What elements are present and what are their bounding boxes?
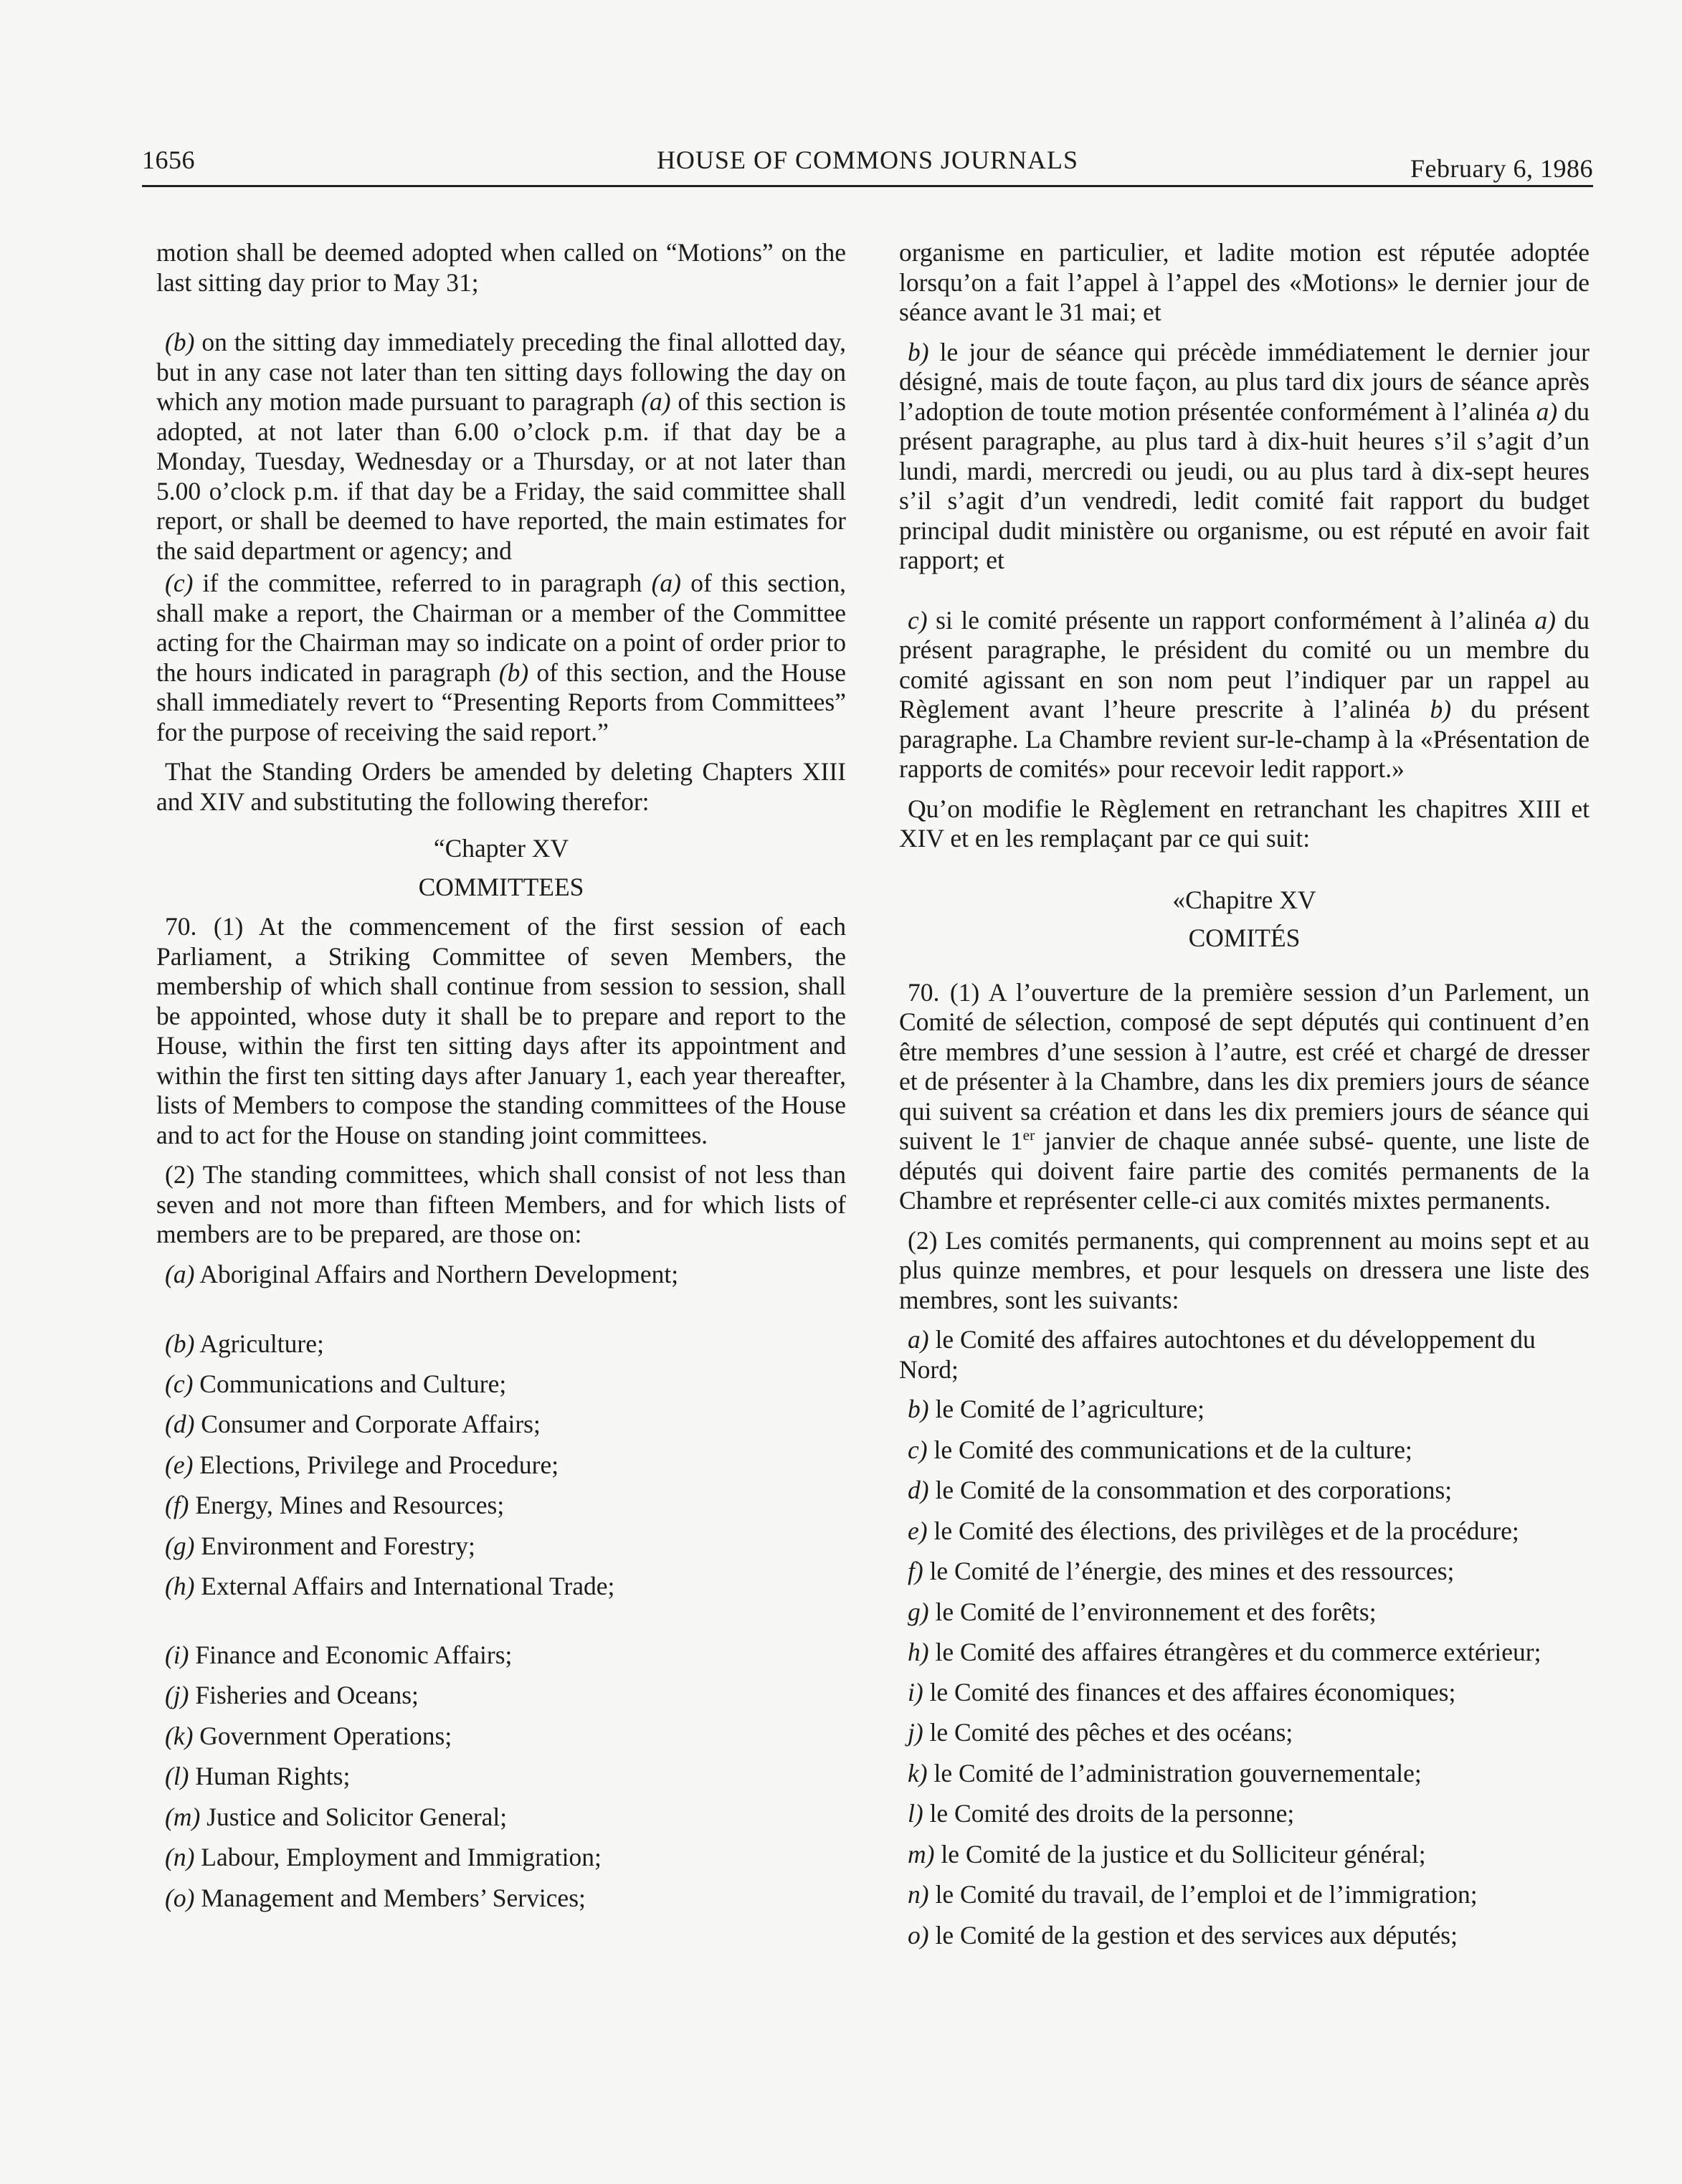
list-item: (k) Government Operations; [165, 1721, 452, 1750]
list-item: c) le Comité des communications et de la culture; [908, 1435, 1412, 1464]
list-item: d) le Comité de la consommation et des corporations; [908, 1476, 1453, 1504]
paragraph: That the Standing Orders be amended by deleting Chapters XIII and XIV and substituting the following therefor: [156, 757, 846, 816]
list-item: f) le Comité de l’énergie, des mines et des ressources; [908, 1557, 1455, 1585]
paragraph: 70. (1) A l’ouverture de la première session d’un Parlement, un Comité de sélection, composé de sept députés qui continuent d’en être membres d’une session à l’autre, est créé et chargé de dresser et de présenter à la Chambre, dans les dix premiers jours de séance qui suivent sa création et dans les dix premiers jours de séance qui suivent le 1er janvier de chaque année subsé- quente, une liste de députés qui doivent faire partie des comités permanents de la Chambre et représenter celle-ci aux comités mixtes permanents. [899, 977, 1590, 1215]
list-item: o) le Comité de la gestion et des services aux députés; [908, 1920, 1458, 1950]
paragraph: (2) The standing committees, which shall consist of not less than seven and not more than fifteen Members, and for which lists of members are to be prepared, are those on: [156, 1160, 846, 1248]
list-item: (m) Justice and Solicitor General; [165, 1802, 508, 1831]
chapter-heading: “Chapter XV [433, 834, 569, 863]
page-header [142, 141, 1593, 187]
journal-date: February 6, 1986 [1410, 154, 1593, 183]
journal-title: HOUSE OF COMMONS JOURNALS [656, 146, 1079, 174]
list-item: (j) Fisheries and Oceans; [165, 1681, 419, 1709]
list-item: i) le Comité des finances et des affaires économiques; [908, 1677, 1456, 1706]
page-number: 1656 [142, 146, 195, 174]
paragraph: Qu’on modifie le Règlement en retranchant les chapitres XIII et XIV et en les remplaçant par ce qui suit: [899, 794, 1590, 853]
list-item: (c) Communications and Culture; [165, 1369, 507, 1398]
committee-list [156, 1260, 846, 1914]
paragraph: motion shall be deemed adopted when called on “Motions” on the last sitting day prior to May 31; [156, 238, 846, 297]
list-item: (f) Energy, Mines and Resources; [165, 1491, 505, 1519]
list-item: h) le Comité des affaires étrangères et du commerce extérieur; [908, 1638, 1541, 1666]
chapter-heading: «Chapitre XV [1172, 885, 1316, 914]
section-heading: COMITÉS [1188, 924, 1301, 952]
paragraph: organisme en particulier, et ladite motion est réputée adoptée lorsqu’on a fait l’appel à l’appel des «Motions» le dernier jour de séance avant le 31 mai; et [899, 238, 1590, 326]
list-item: (a) Aboriginal Affairs and Northern Development; [165, 1259, 679, 1288]
list-item: j) le Comité des pêches et des océans; [908, 1718, 1293, 1747]
list-item: a) le Comité des affaires autochtones et du développement du Nord; [899, 1325, 1536, 1384]
list-item: (i) Finance and Economic Affairs; [165, 1640, 513, 1669]
list-item: e) le Comité des élections, des privilèges et de la procédure; [908, 1516, 1519, 1545]
list-item: b) le Comité de l’agriculture; [908, 1395, 1205, 1423]
french-column [899, 238, 1590, 1950]
list-item: (b) Agriculture; [165, 1329, 324, 1358]
paragraph: (c) if the committee, referred to in paragraph (a) of this section, shall make a report, the Chairman or a member of the Committee acting for the Chairman may so indicate on a point of order prior to the hours indicated in paragraph (b) of this section, and the House shall immediately revert to “Presenting Reports from Committees” for the purpose of receiving the said report.” [156, 569, 846, 746]
paragraph: (2) Les comités permanents, qui comprennent au moins sept et au plus quinze membres, et pour lesquels on dressera une liste des membres, sont les suivants: [899, 1225, 1590, 1314]
list-item: (g) Environment and Forestry; [165, 1531, 475, 1560]
list-item: m) le Comité de la justice et du Solliciteur général; [908, 1839, 1426, 1869]
paragraph: (b) on the sitting day immediately preceding the final allotted day, but in any case not later than ten sitting days following the day on which any motion made pursuant to paragraph (a) of this section is adopted, at not later than 6.00 o’clock p.m. if that day be a Monday, Tuesday, Wednesday or a Thursday, or at not later than 5.00 o’clock p.m. if that day be a Friday, the said committee shall report, or shall be deemed to have reported, the main estimates for the said department or agency; and [156, 328, 846, 565]
english-column [156, 238, 846, 1913]
list-item: (h) External Affairs and International Trade; [165, 1572, 615, 1600]
list-item: (d) Consumer and Corporate Affairs; [165, 1410, 541, 1438]
section-heading: COMMITTEES [418, 872, 584, 901]
list-item: (n) Labour, Employment and Immigration; [165, 1843, 602, 1871]
list-item: n) le Comité du travail, de l’emploi et de l’immigration; [908, 1880, 1478, 1909]
list-item: (l) Human Rights; [165, 1762, 351, 1790]
paragraph: 70. (1) At the commencement of the first session of each Parliament, a Striking Committee of seven Members, the membership of which shall continue from session to session, shall be appointed, whose duty it shall be to prepare and report to the House, within the first ten sitting days after its appointment and within the first ten sitting days after January 1, each year thereafter, lists of Members to compose the standing committees of the House and to act for the House on standing joint committees. [156, 912, 846, 1149]
list-item: (o) Management and Members’ Services; [165, 1883, 586, 1912]
list-item: l) le Comité des droits de la personne; [908, 1799, 1295, 1828]
committee-list [899, 1325, 1590, 1950]
list-item: k) le Comité de l’administration gouvernementale; [908, 1758, 1422, 1787]
paragraph: c) si le comité présente un rapport conformément à l’alinéa a) du présent paragraphe, le président du comité ou un membre du comité agissant en son nom peut l’indiquer par un rappel au Règlement avant l’heure prescrite à l’alinéa b) du présent paragraphe. La Chambre revient sur-le-champ à la «Présentation de rapports de comités» pour recevoir ledit rapport.» [899, 605, 1590, 783]
list-item: g) le Comité de l’environnement et des forêts; [908, 1597, 1377, 1626]
paragraph: b) le jour de séance qui précède immédiatement le dernier jour désigné, mais de toute façon, au plus tard dix jours de séance après l’adoption de toute motion présentée conformément à l’alinéa a) du présent paragraphe, au plus tard à dix-huit heures s’il s’agit d’un lundi, mardi, mercredi ou jeudi, ou au plus tard à dix-sept heures s’il s’agit d’un vendredi, ledit comité fait rapport du budget principal dudit ministère ou organisme, ou est réputé en avoir fait rapport; et [899, 337, 1590, 574]
list-item: (e) Elections, Privilege and Procedure; [165, 1450, 559, 1479]
